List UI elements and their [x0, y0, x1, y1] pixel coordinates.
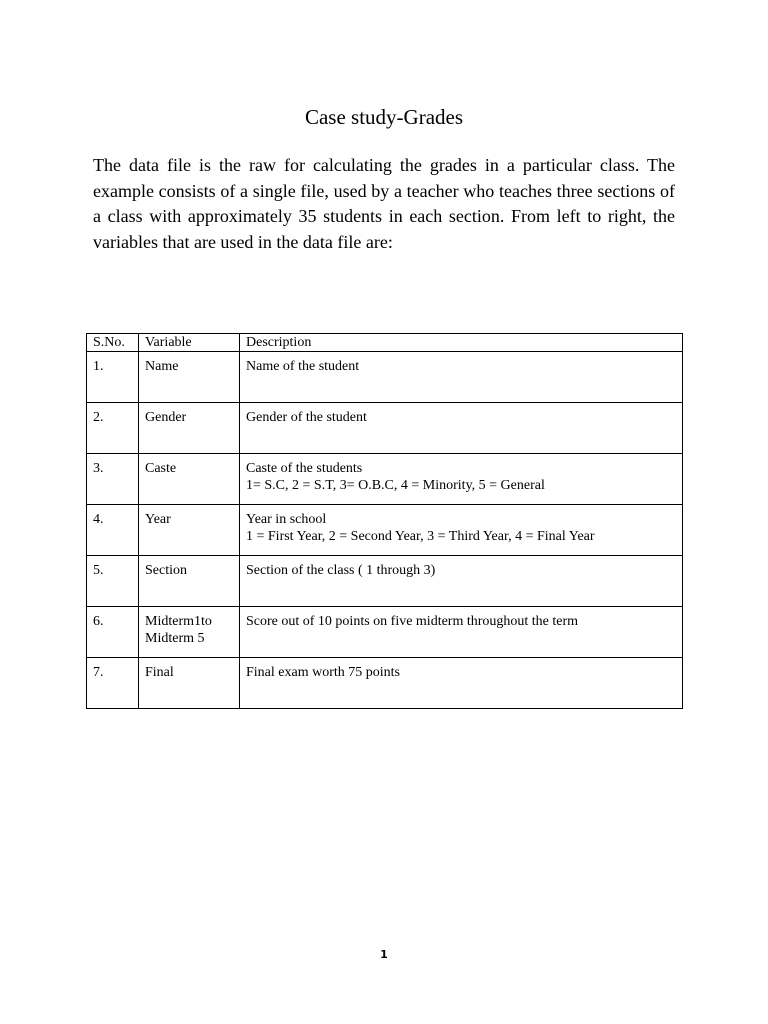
table-row	[87, 556, 683, 607]
table-row	[87, 607, 683, 658]
cell-variable	[139, 607, 240, 658]
cell-line: Final	[145, 665, 174, 680]
header-variable: Variable	[139, 334, 240, 352]
cell-line: Midterm 5	[145, 631, 205, 646]
document-title: Case study-Grades	[304, 105, 464, 129]
cell-description	[240, 505, 683, 556]
cell-line: 1= S.C, 2 = S.T, 3= O.B.C, 4 = Minority, 5 = General	[246, 478, 545, 493]
cell-line: Year in school	[246, 512, 327, 527]
cell-line: Gender of the student	[246, 410, 367, 425]
cell-sno: 7.	[87, 658, 139, 709]
variables-table	[86, 333, 683, 709]
table-row	[87, 403, 683, 454]
cell-description	[240, 403, 683, 454]
cell-line: Name	[145, 359, 179, 374]
cell-line: Year	[145, 512, 171, 527]
cell-description	[240, 352, 683, 403]
page-number: 1	[380, 948, 388, 961]
cell-variable	[139, 403, 240, 454]
cell-variable	[139, 454, 240, 505]
table-header-row	[87, 334, 683, 352]
cell-sno: 4.	[87, 505, 139, 556]
cell-description	[240, 454, 683, 505]
table-row	[87, 658, 683, 709]
cell-variable	[139, 352, 240, 403]
cell-variable	[139, 556, 240, 607]
cell-line: Final exam worth 75 points	[246, 665, 400, 680]
cell-line: Caste	[145, 461, 177, 476]
cell-variable	[139, 658, 240, 709]
cell-sno: 6.	[87, 607, 139, 658]
cell-sno: 3.	[87, 454, 139, 505]
cell-line: 1 = First Year, 2 = Second Year, 3 = Third Year, 4 = Final Year	[246, 529, 595, 544]
intro-paragraph: The data file is the raw for calculating the grades in a particular class. The example consists of a single file, used by a teacher who teaches three sections of a class with approximately 35 students in each section. From left to right, the variables that are used in the data file are:	[93, 155, 675, 252]
cell-sno: 1.	[87, 352, 139, 403]
cell-line: Midterm1to	[145, 614, 212, 629]
header-sno: S.No.	[87, 334, 139, 352]
table-row	[87, 352, 683, 403]
table-row	[87, 505, 683, 556]
cell-line: Score out of 10 points on five midterm throughout the term	[246, 614, 579, 629]
cell-variable	[139, 505, 240, 556]
table-row	[87, 454, 683, 505]
cell-description	[240, 556, 683, 607]
cell-line: Section	[145, 563, 187, 578]
cell-line: Name of the student	[246, 359, 360, 374]
cell-line: Caste of the students	[246, 461, 363, 476]
cell-description	[240, 607, 683, 658]
header-description: Description	[240, 334, 683, 352]
cell-line: Gender	[145, 410, 187, 425]
cell-description	[240, 658, 683, 709]
cell-line: Section of the class ( 1 through 3)	[246, 563, 436, 578]
cell-sno: 2.	[87, 403, 139, 454]
cell-sno: 5.	[87, 556, 139, 607]
